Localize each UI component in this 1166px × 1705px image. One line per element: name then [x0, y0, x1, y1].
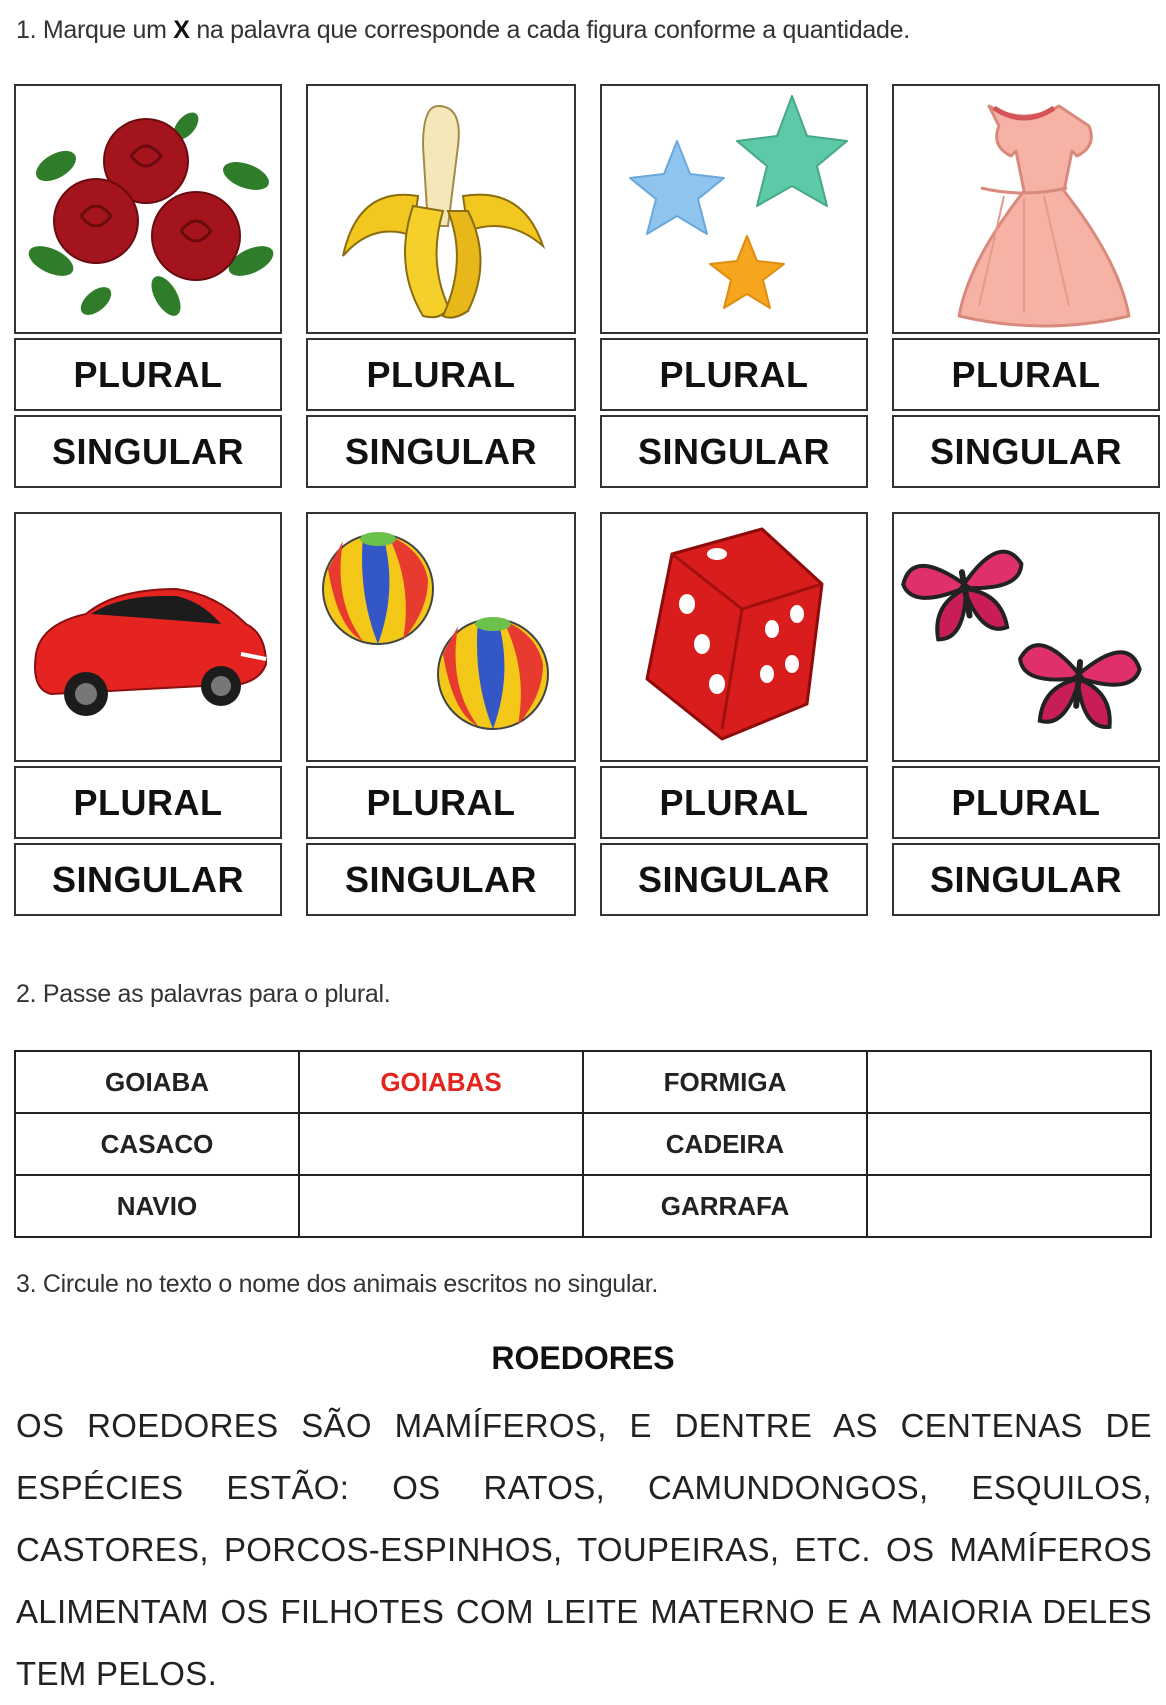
card-butterflies-singular-option[interactable]: SINGULAR — [892, 843, 1160, 916]
question-1-mark: X — [173, 16, 190, 44]
question-1-suffix: na palavra que corresponde a cada figura conforme a quantidade. — [189, 16, 910, 44]
dress-image — [892, 84, 1160, 334]
table-row — [15, 1113, 1151, 1175]
card-banana-singular-option[interactable]: SINGULAR — [306, 415, 576, 488]
question-1-prefix: 1. Marque um — [16, 16, 174, 44]
card-die — [600, 512, 868, 916]
question-3: 3. Circule no texto o nome dos animais escritos no singular. — [16, 1270, 659, 1298]
picture-row-2 — [14, 512, 1150, 916]
answer-cell[interactable] — [867, 1113, 1151, 1175]
answer-cell[interactable] — [299, 1175, 583, 1237]
card-dress-plural-option[interactable]: PLURAL — [892, 338, 1160, 411]
answer-cell[interactable] — [867, 1175, 1151, 1237]
story-title: ROEDORES — [491, 1340, 675, 1376]
card-balls-singular-option[interactable]: SINGULAR — [306, 843, 576, 916]
card-roses — [14, 84, 282, 488]
plural-table — [14, 1050, 1152, 1238]
story-text: OS ROEDORES SÃO MAMÍFEROS, E DENTRE AS CENTENAS DE ESPÉCIES ESTÃO: OS RATOS, CAMUNDONGOS, ESQUILOS, CASTORES, PORCOS-ESPINHOS, TOUPEIRAS, ETC. OS MAMÍFEROS ALIMENTAM OS FILHOTES COM LEITE MATERNO E A MAIORIA DELES TEM PELOS. — [16, 1407, 1152, 1692]
word-cell: FORMIGA — [583, 1051, 867, 1113]
card-roses-singular-option[interactable]: SINGULAR — [14, 415, 282, 488]
word-cell: GOIABA — [15, 1051, 299, 1113]
card-roses-plural-option[interactable]: PLURAL — [14, 338, 282, 411]
picture-row-1 — [14, 84, 1150, 488]
die-image — [600, 512, 868, 762]
card-banana-plural-option[interactable]: PLURAL — [306, 338, 576, 411]
card-stars-singular-option[interactable]: SINGULAR — [600, 415, 868, 488]
card-butterflies — [892, 512, 1160, 916]
car-image — [14, 512, 282, 762]
word-cell: NAVIO — [15, 1175, 299, 1237]
card-car-plural-option[interactable]: PLURAL — [14, 766, 282, 839]
card-stars — [600, 84, 868, 488]
question-1 — [16, 16, 910, 45]
answer-cell[interactable]: GOIABAS — [299, 1051, 583, 1113]
card-die-singular-option[interactable]: SINGULAR — [600, 843, 868, 916]
card-balls — [306, 512, 576, 916]
table-row — [15, 1051, 1151, 1113]
question-2: 2. Passe as palavras para o plural. — [16, 980, 391, 1008]
answer-cell[interactable] — [867, 1051, 1151, 1113]
card-dress — [892, 84, 1160, 488]
answer-cell[interactable] — [299, 1113, 583, 1175]
card-butterflies-plural-option[interactable]: PLURAL — [892, 766, 1160, 839]
card-die-plural-option[interactable]: PLURAL — [600, 766, 868, 839]
word-cell: CADEIRA — [583, 1113, 867, 1175]
banana-image — [306, 84, 576, 334]
word-cell: GARRAFA — [583, 1175, 867, 1237]
butterflies-image — [892, 512, 1160, 762]
roses-image — [14, 84, 282, 334]
card-stars-plural-option[interactable]: PLURAL — [600, 338, 868, 411]
card-dress-singular-option[interactable]: SINGULAR — [892, 415, 1160, 488]
card-banana — [306, 84, 576, 488]
card-car — [14, 512, 282, 916]
balls-image — [306, 512, 576, 762]
picture-grid — [14, 84, 1150, 916]
table-row — [15, 1175, 1151, 1237]
card-car-singular-option[interactable]: SINGULAR — [14, 843, 282, 916]
word-cell: CASACO — [15, 1113, 299, 1175]
stars-image — [600, 84, 868, 334]
card-balls-plural-option[interactable]: PLURAL — [306, 766, 576, 839]
